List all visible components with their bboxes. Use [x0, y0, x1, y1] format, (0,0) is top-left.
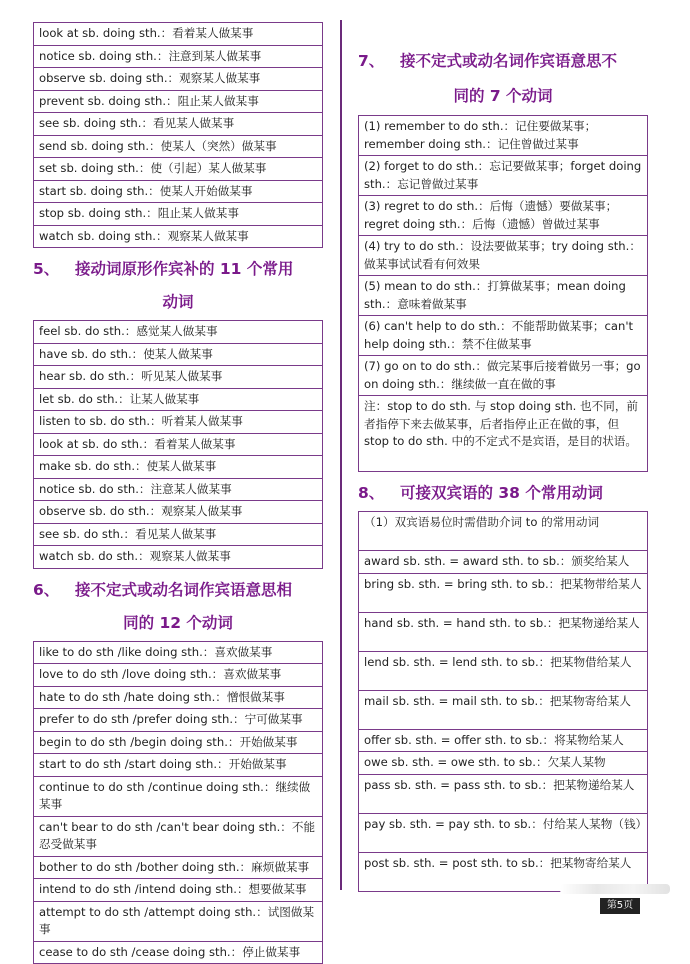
table-row — [34, 456, 323, 479]
table-row — [34, 158, 323, 181]
table-cell: post sb. sth. = post sth. to sb.：把某物寄给某人 — [359, 852, 648, 891]
table-row — [34, 941, 323, 964]
table-cell: lend sb. sth. = lend sth. to sb.：把某物借给某人 — [359, 651, 648, 690]
note-cell: 注：stop to do sth. 与 stop doing sth. 也不同，前者指停下来去做某事，后者指停止正在做的事，但 stop to do sth. 中的不定式不是宾语，是目的状语。 — [359, 396, 648, 472]
table-cell: owe sb. sth. = owe sth. to sb.：欠某人某物 — [359, 752, 648, 775]
table-cell: (6) can't help to do sth.：不能帮助做某事；can't help doing sth.：禁不住做某事 — [359, 316, 648, 356]
section-title-line2: 同的 7 个动词 — [358, 85, 648, 107]
section-number: 6、 — [33, 579, 75, 601]
table-row — [34, 23, 323, 46]
section-title-line1: 可接双宾语的 38 个常用动词 — [400, 482, 603, 504]
table-row — [34, 731, 323, 754]
table-cell: look at sb. doing sth.：看着某人做某事 — [34, 23, 323, 46]
table-cell: observe sb. do sth.：观察某人做某事 — [34, 501, 323, 524]
table-cell: attempt to do sth /attempt doing sth.：试图做某事 — [34, 901, 323, 941]
table-row — [34, 664, 323, 687]
table-row — [34, 754, 323, 777]
table-double-object-verbs — [358, 511, 648, 892]
table-cell: start sb. doing sth.：使某人开始做某事 — [34, 180, 323, 203]
table-row — [34, 433, 323, 456]
table-cell: pay sb. sth. = pay sth. to sb.：付给某人某物（钱） — [359, 813, 648, 852]
table-row — [34, 501, 323, 524]
table-row — [34, 709, 323, 732]
table-doing-complement — [33, 22, 323, 248]
table-row — [359, 774, 648, 813]
column-divider — [340, 20, 342, 890]
table-row — [34, 856, 323, 879]
table-cell: bother to do sth /bother doing sth.：麻烦做某事 — [34, 856, 323, 879]
table-row — [359, 316, 648, 356]
table-cell: (2) forget to do sth.：忘记要做某事；forget doing sth.：忘记曾做过某事 — [359, 156, 648, 196]
table-row — [34, 546, 323, 569]
table-row — [34, 45, 323, 68]
table-cell: mail sb. sth. = mail sth. to sb.：把某物寄给某人 — [359, 690, 648, 729]
table-cell: look at sb. do sth.：看着某人做某事 — [34, 433, 323, 456]
table-row — [34, 686, 323, 709]
right-column — [358, 50, 648, 892]
table-cell: have sb. do sth.：使某人做某事 — [34, 343, 323, 366]
table-different-meaning-verbs — [358, 115, 648, 472]
section-number: 8、 — [358, 482, 400, 504]
section-number: 7、 — [358, 50, 400, 72]
section-6-heading — [33, 579, 323, 634]
watermark-blur — [560, 884, 670, 894]
table-row — [359, 396, 648, 472]
table-cell: love to do sth /love doing sth.：喜欢做某事 — [34, 664, 323, 687]
table-row — [359, 813, 648, 852]
table-row — [34, 523, 323, 546]
page-number: 第5页 — [600, 898, 640, 914]
table-cell: hate to do sth /hate doing sth.：憎恨做某事 — [34, 686, 323, 709]
table-row — [359, 276, 648, 316]
table-cell: continue to do sth /continue doing sth.：继续做某事 — [34, 776, 323, 816]
table-cell: like to do sth /like doing sth.：喜欢做某事 — [34, 641, 323, 664]
table-row — [359, 196, 648, 236]
table-cell: bring sb. sth. = bring sth. to sb.：把某物带给某人 — [359, 573, 648, 612]
table-row — [34, 388, 323, 411]
table-cell: （1）双宾语易位时需借助介词 to 的常用动词 — [359, 512, 648, 551]
table-row — [359, 156, 648, 196]
table-row — [359, 690, 648, 729]
table-cell: watch sb. doing sth.：观察某人做某事 — [34, 225, 323, 248]
table-cell: (7) go on to do sth.：做完某事后接着做另一事；go on doing sth.：继续做一直在做的事 — [359, 356, 648, 396]
table-cell: listen to sb. do sth.：听着某人做某事 — [34, 411, 323, 434]
table-cell: make sb. do sth.：使某人做某事 — [34, 456, 323, 479]
table-cell: send sb. doing sth.：使某人（突然）做某事 — [34, 135, 323, 158]
left-column — [33, 22, 323, 964]
table-row — [34, 90, 323, 113]
table-cell: (4) try to do sth.：设法要做某事；try doing sth.：做某事试试看有何效果 — [359, 236, 648, 276]
table-cell: intend to do sth /intend doing sth.：想要做某事 — [34, 879, 323, 902]
table-cell: offer sb. sth. = offer sth. to sb.：将某物给某人 — [359, 729, 648, 752]
table-cell: notice sb. do sth.：注意某人做某事 — [34, 478, 323, 501]
table-row — [34, 68, 323, 91]
section-title-line1: 接不定式或动名词作宾语意思不 — [400, 50, 617, 72]
section-title-line2: 同的 12 个动词 — [33, 612, 323, 634]
table-row — [34, 180, 323, 203]
table-row — [359, 116, 648, 156]
table-cell: can't bear to do sth /can't bear doing sth.：不能忍受做某事 — [34, 816, 323, 856]
section-title-line1: 接动词原形作宾补的 11 个常用 — [75, 258, 293, 280]
table-cell: hear sb. do sth.：听见某人做某事 — [34, 366, 323, 389]
table-row — [359, 512, 648, 551]
table-row — [34, 411, 323, 434]
table-cell: notice sb. doing sth.：注意到某人做某事 — [34, 45, 323, 68]
table-same-meaning-verbs — [33, 641, 323, 964]
table-cell: prefer to do sth /prefer doing sth.：宁可做某事 — [34, 709, 323, 732]
section-7-heading — [358, 50, 648, 107]
section-title-line1: 接不定式或动名词作宾语意思相 — [75, 579, 292, 601]
table-row — [34, 879, 323, 902]
table-row — [34, 225, 323, 248]
table-row — [359, 551, 648, 574]
table-row — [34, 816, 323, 856]
table-row — [359, 752, 648, 775]
table-bare-infinitive-complement — [33, 320, 323, 569]
table-cell: let sb. do sth.：让某人做某事 — [34, 388, 323, 411]
table-cell: see sb. doing sth.：看见某人做某事 — [34, 113, 323, 136]
table-row — [359, 729, 648, 752]
section-8-heading — [358, 482, 648, 504]
table-cell: stop sb. doing sth.：阻止某人做某事 — [34, 203, 323, 226]
table-row — [34, 135, 323, 158]
table-cell: hand sb. sth. = hand sth. to sb.：把某物递给某人 — [359, 612, 648, 651]
section-number: 5、 — [33, 258, 75, 280]
table-row — [34, 113, 323, 136]
table-cell: watch sb. do sth.：观察某人做某事 — [34, 546, 323, 569]
table-row — [359, 356, 648, 396]
section-title-line2: 动词 — [33, 291, 323, 313]
table-row — [359, 573, 648, 612]
table-cell: begin to do sth /begin doing sth.：开始做某事 — [34, 731, 323, 754]
table-row — [34, 366, 323, 389]
section-5-heading — [33, 258, 323, 313]
table-row — [34, 203, 323, 226]
table-row — [34, 321, 323, 344]
table-cell: set sb. doing sth.：使（引起）某人做某事 — [34, 158, 323, 181]
table-cell: cease to do sth /cease doing sth.：停止做某事 — [34, 941, 323, 964]
table-row — [34, 641, 323, 664]
table-cell: see sb. do sth.：看见某人做某事 — [34, 523, 323, 546]
table-cell: observe sb. doing sth.：观察某人做某事 — [34, 68, 323, 91]
table-cell: start to do sth /start doing sth.：开始做某事 — [34, 754, 323, 777]
table-row — [34, 776, 323, 816]
table-cell: prevent sb. doing sth.：阻止某人做某事 — [34, 90, 323, 113]
table-row — [34, 343, 323, 366]
table-row — [34, 901, 323, 941]
table-cell: (5) mean to do sth.：打算做某事；mean doing sth.：意味着做某事 — [359, 276, 648, 316]
table-cell: (1) remember to do sth.：记住要做某事；remember doing sth.：记住曾做过某事 — [359, 116, 648, 156]
table-row — [359, 651, 648, 690]
table-row — [34, 478, 323, 501]
table-cell: pass sb. sth. = pass sth. to sb.：把某物递给某人 — [359, 774, 648, 813]
table-row — [359, 236, 648, 276]
table-cell: (3) regret to do sth.：后悔（遗憾）要做某事；regret doing sth.：后悔（遗憾）曾做过某事 — [359, 196, 648, 236]
table-cell: feel sb. do sth.：感觉某人做某事 — [34, 321, 323, 344]
table-cell: award sb. sth. = award sth. to sb.：颁奖给某人 — [359, 551, 648, 574]
table-row — [359, 612, 648, 651]
